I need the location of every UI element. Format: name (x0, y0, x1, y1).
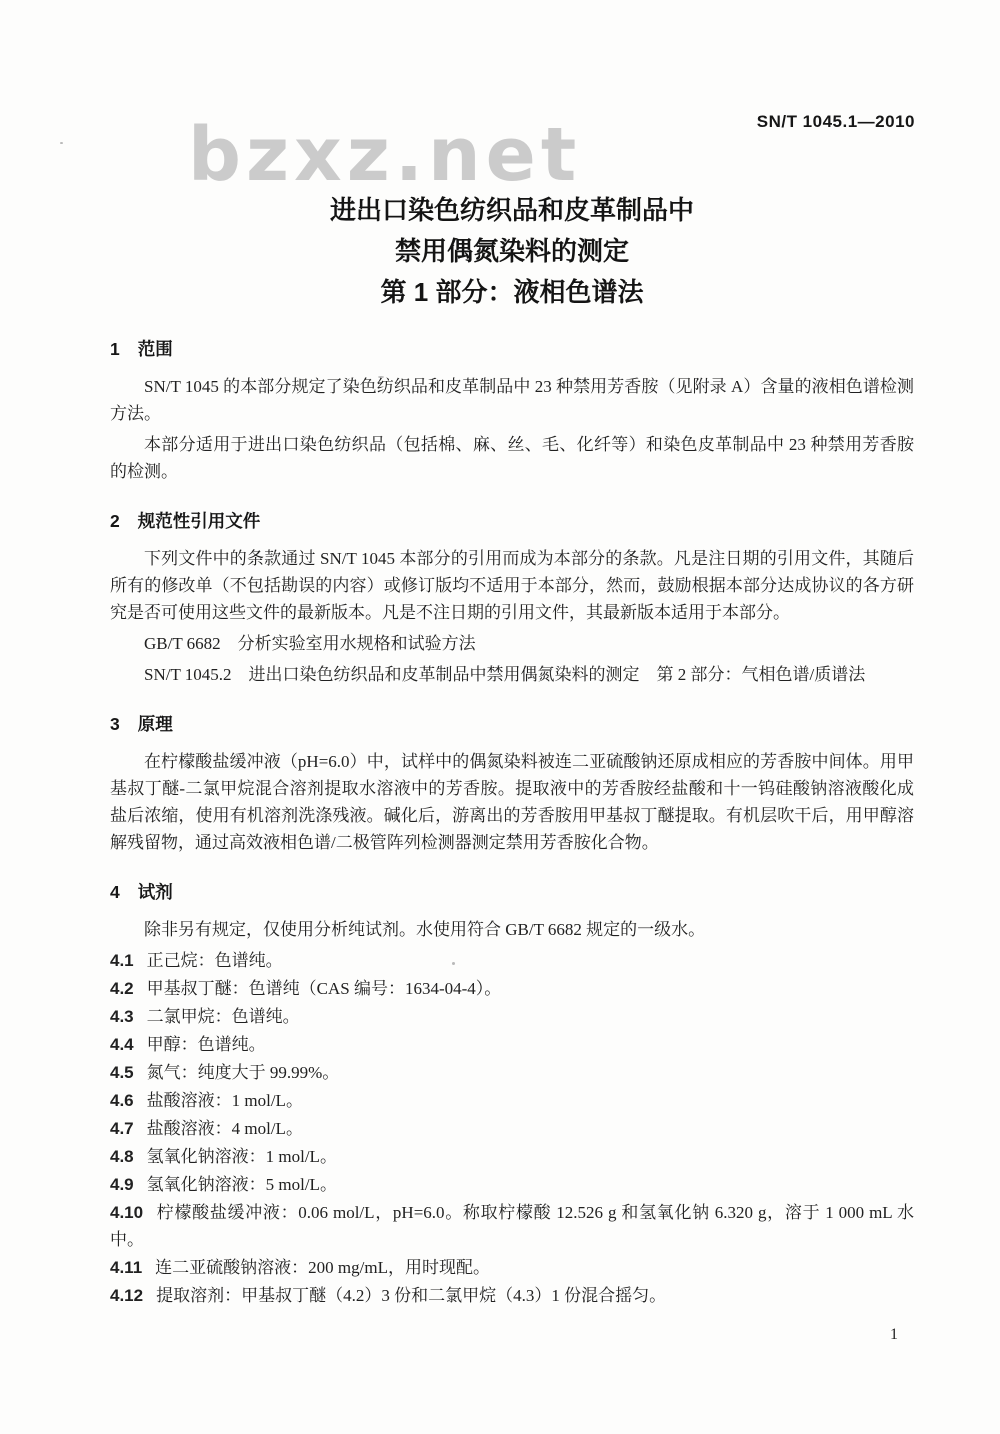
item-number: 4.12 (110, 1286, 144, 1305)
section-heading-scope (110, 337, 914, 361)
paragraph: 在柠檬酸盐缓冲液（pH=6.0）中，试样中的偶氮染料被连二亚硫酸钠还原成相应的芳香胺中间体。用甲基叔丁醚-二氯甲烷混合溶剂提取水溶液中的芳香胺。提取液中的芳香胺经盐酸和十一钨硅酸钠溶液酸化成盐后浓缩，使用有机溶剂洗涤残液。碱化后，游离出的芳香胺用甲基叔丁醚提取。有机层吹干后，用甲醇溶解残留物，通过高效液相色谱/二极管阵列检测器测定禁用芳香胺化合物。 (110, 752, 914, 852)
doc-number: SN/T 1045.1—2010 (756, 112, 915, 131)
item-text: 连二亚硫酸钠溶液：200 mg/mL，用时现配。 (155, 1258, 490, 1277)
paragraph: 下列文件中的条款通过 SN/T 1045 本部分的引用而成为本部分的条款。凡是注日期的引用文件，其随后所有的修改单（不包括勘误的内容）或修订版均不适用于本部分，然而，鼓励根据本部分达成协议的各方研究是否可使用这些文件的最新版本。凡是不注日期的引用文件，其最新版本适用于本部分。 (110, 549, 914, 622)
item-number: 4.6 (110, 1091, 134, 1110)
reagent-item (110, 1254, 914, 1281)
section-normative-references (110, 509, 914, 688)
section-number: 2 (110, 511, 120, 531)
item-text: 盐酸溶液：4 mol/L。 (146, 1119, 303, 1138)
scan-speck (60, 142, 63, 144)
section-scope (110, 337, 914, 485)
item-number: 4.1 (110, 951, 134, 970)
item-text: 氢氧化钠溶液：5 mol/L。 (146, 1175, 337, 1194)
item-text: 氢氧化钠溶液：1 mol/L。 (146, 1147, 337, 1166)
item-number: 4.3 (110, 1007, 134, 1026)
section-heading-reagents (110, 880, 914, 904)
paragraph: SN/T 1045 的本部分规定了染色纺织品和皮革制品中 23 种禁用芳香胺（见附录 A）含量的液相色谱检测方法。 (110, 377, 914, 423)
reference-entry: GB/T 6682 分析实验室用水规格和试验方法 (144, 634, 476, 653)
item-number: 4.10 (110, 1203, 144, 1222)
reagent-item (110, 1199, 914, 1253)
section-number: 3 (110, 714, 120, 734)
item-text: 二氯甲烷：色谱纯。 (146, 1007, 300, 1026)
section-heading-text: 试剂 (137, 882, 173, 902)
item-text: 甲醇：色谱纯。 (146, 1035, 266, 1054)
reagent-item (110, 975, 914, 1002)
section-heading-text: 原理 (137, 714, 173, 734)
item-text: 提取溶剂：甲基叔丁醚（4.2）3 份和二氯甲烷（4.3）1 份混合摇匀。 (156, 1286, 667, 1305)
paragraph: 除非另有规定，仅使用分析纯试剂。水使用符合 GB/T 6682 规定的一级水。 (144, 920, 706, 939)
reagent-item (110, 1171, 914, 1198)
reagent-item (110, 1031, 914, 1058)
reagent-item (110, 1282, 914, 1309)
item-text: 正己烷：色谱纯。 (146, 951, 283, 970)
item-number: 4.4 (110, 1035, 134, 1054)
item-number: 4.9 (110, 1175, 134, 1194)
document-title (110, 190, 914, 313)
reagent-item (110, 1087, 914, 1114)
item-text: 甲基叔丁醚：色谱纯（CAS 编号：1634-04-4）。 (146, 979, 502, 998)
watermark: bzxz.net (188, 112, 582, 198)
reagent-item (110, 1143, 914, 1170)
reagent-item (110, 1059, 914, 1086)
section-heading-text: 范围 (137, 339, 173, 359)
item-number: 4.7 (110, 1119, 134, 1138)
title-line-2: 禁用偶氮染料的测定 (394, 236, 629, 266)
item-number: 4.2 (110, 979, 134, 998)
page-number: 1 (890, 1326, 898, 1343)
section-principle (110, 712, 914, 856)
section-heading-text: 规范性引用文件 (137, 511, 261, 531)
item-text: 氮气：纯度大于 99.99%。 (146, 1063, 340, 1082)
section-heading-principle (110, 712, 914, 736)
item-number: 4.8 (110, 1147, 134, 1166)
reagent-item (110, 1115, 914, 1142)
item-text: 盐酸溶液：1 mol/L。 (146, 1091, 303, 1110)
section-number: 1 (110, 339, 120, 359)
section-heading-normative-references (110, 509, 914, 533)
reagent-item (110, 1003, 914, 1030)
reference-entry: SN/T 1045.2 进出口染色纺织品和皮革制品中禁用偶氮染料的测定 第 2 部分：气相色谱/质谱法 (144, 665, 866, 684)
reagent-item (110, 947, 914, 974)
item-number: 4.11 (110, 1258, 143, 1277)
section-reagents (110, 880, 914, 1309)
section-number: 4 (110, 882, 120, 902)
item-number: 4.5 (110, 1063, 134, 1082)
title-line-3: 第 1 部分：液相色谱法 (380, 277, 644, 307)
item-text: 柠檬酸盐缓冲液：0.06 mol/L，pH=6.0。称取柠檬酸 12.526 g 和氢氧化钠 6.320 g，溶于 1 000 mL 水中。 (110, 1203, 914, 1249)
title-line-1: 进出口染色纺织品和皮革制品中 (329, 195, 694, 225)
document-content (110, 0, 914, 1310)
paragraph: 本部分适用于进出口染色纺织品（包括棉、麻、丝、毛、化纤等）和染色皮革制品中 23 种禁用芳香胺的检测。 (110, 435, 914, 481)
